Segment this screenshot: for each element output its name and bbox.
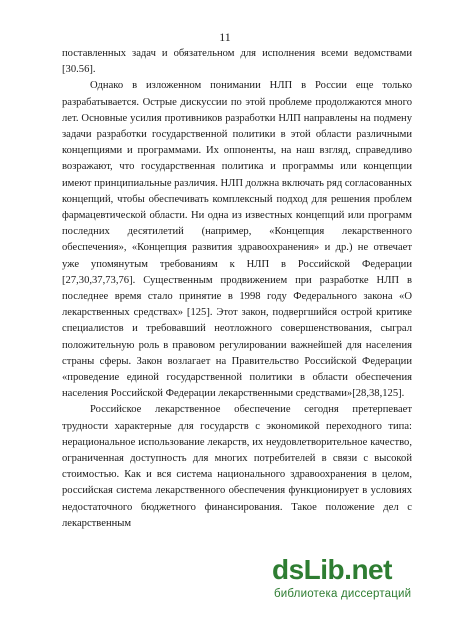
page-number: 11: [219, 30, 231, 44]
paragraph-3: Российское лекарственное обеспечение сегодня претерпевает трудности характерные для государств с экономикой переходного типа: нерациональное использование лекарств, их неудовлетворительное качество, ограниченная доступность для многих потребителей в связи с высокой стоимостью. Как и вся система национального здравоохранения в целом, российская система лекарственного обеспечения функционирует в условиях недостаточного бюджетного финансирования. Такое положение дел с лекарственным: [62, 404, 412, 529]
watermark: [272, 550, 442, 610]
paragraph-1: поставленных задач и обязательном для исполнения всеми ведомствами [30.56].: [62, 48, 412, 76]
watermark-caption: библиотека диссертаций: [274, 588, 412, 600]
paragraph-2: Однако в изложенном понимании НЛП в России еще только разрабатывается. Острые дискуссии по этой проблеме продолжаются много лет. Основные усилия противников разработки НЛП направлены на подмену задачи разработки государственной политики в этой области различными концепциями и программами. Их оппоненты, на наш взгляд, справедливо возражают, что государственная политика и программы или концепции имеют принципиальные различия. НЛП должна включать ряд согласованных концепций, чтобы обеспечивать комплексный подход для решения проблем фармацевтической области. Ни одна из известных концепций или программ последних десятилетий (например, «Концепция лекарственного обеспечения», «Концепция развития здравоохранения» и др.) не отвечает уже упомянутым требованиям к НЛП в Российской Федерации [27,30,37,73,76]. Существенным продвижением при разработке НЛП в последнее время стало принятие в 1998 году Федерального закона «О лекарственных средствах» [125]. Этот закон, подвергшийся острой критике специалистов и требовавший неотложного совершенствования, сыграл положительную роль в правовом регулировании важнейшей для населения страны сферы. Закон возлагает на Правительство Российской Федерации «проведение единой государственной политики в области обеспечения населения Российской Федерации лекарственными средствами»[28,38,125].: [62, 80, 412, 400]
dslib-logo: dsLib.net: [272, 554, 392, 585]
document-body: [62, 46, 412, 532]
